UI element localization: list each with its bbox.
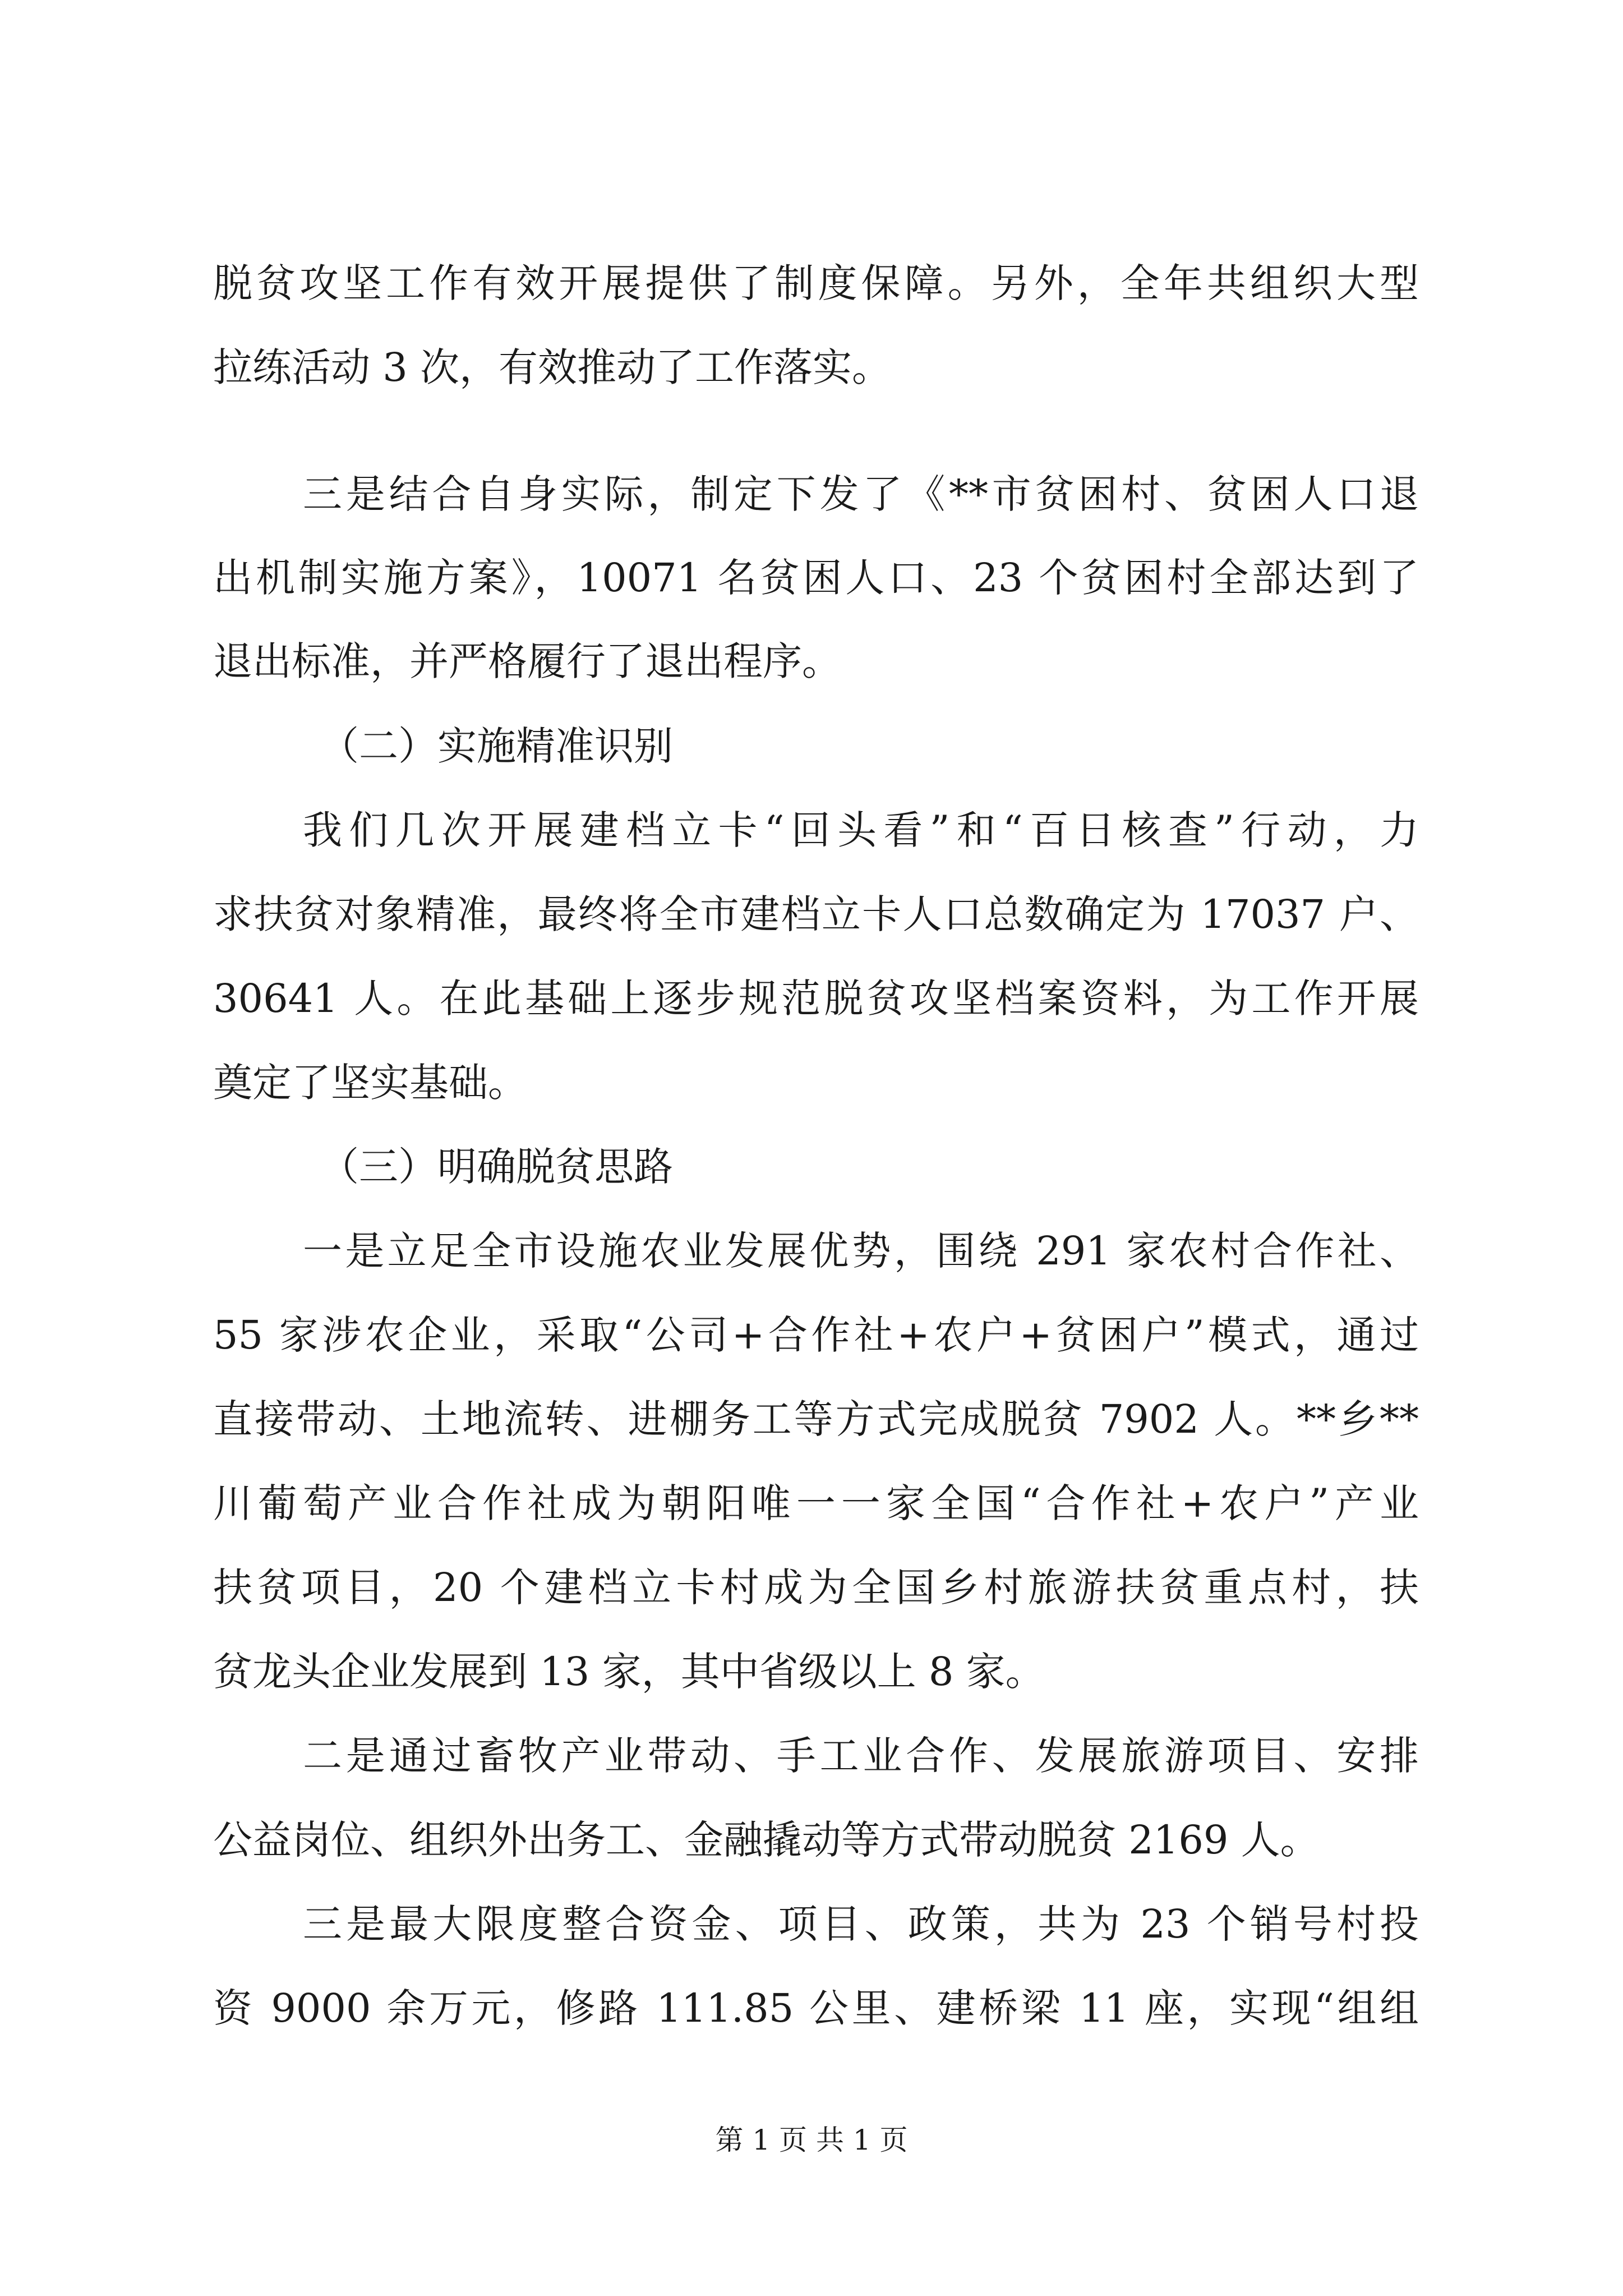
section-heading: （三）明确脱贫思路 — [320, 1144, 673, 1190]
text-line: 贫龙头企业发展到 13 家，其中省级以上 8 家。 — [213, 1649, 1045, 1695]
text-line: 资 9000 余万元，修路 111.85 公里、建桥梁 11 座，实现“组组 — [213, 1985, 1419, 2031]
text-line: 我们几次开展建档立卡“回头看”和“百日核查”行动，力 — [303, 807, 1419, 853]
text-line: 55 家涉农企业，采取“公司+合作社+农户+贫困户”模式，通过 — [213, 1312, 1419, 1358]
text-line: 二是通过畜牧产业带动、手工业合作、发展旅游项目、安排 — [303, 1733, 1419, 1779]
text-line: 拉练活动 3 次，有效推动了工作落实。 — [213, 344, 892, 390]
text-line: 出机制实施方案》，10071 名贫困人口、23 个贫困村全部达到了 — [213, 555, 1419, 601]
text-line: 扶贫项目，20 个建档立卡村成为全国乡村旅游扶贫重点村，扶 — [213, 1565, 1419, 1611]
text-line: 川葡萄产业合作社成为朝阳唯一一家全国“合作社+农户”产业 — [213, 1480, 1419, 1526]
text-line: 一是立足全市设施农业发展优势，围绕 291 家农村合作社、 — [303, 1228, 1419, 1274]
page-footer: 第 1 页 共 1 页 — [715, 2124, 908, 2156]
text-line: 30641 人。在此基础上逐步规范脱贫攻坚档案资料，为工作开展 — [213, 976, 1419, 1022]
text-line: 奠定了坚实基础。 — [213, 1060, 527, 1106]
text-line: 公益岗位、组织外出务工、金融撬动等方式带动脱贫 2169 人。 — [213, 1817, 1320, 1863]
text-line: 直接带动、土地流转、进棚务工等方式完成脱贫 7902 人。**乡** — [213, 1396, 1419, 1442]
text-line: 三是结合自身实际，制定下发了《**市贫困村、贫困人口退 — [303, 471, 1419, 517]
text-line: 求扶贫对象精准，最终将全市建档立卡人口总数确定为 17037 户、 — [213, 891, 1419, 937]
text-line: 退出标准，并严格履行了退出程序。 — [213, 638, 841, 684]
text-line: 脱贫攻坚工作有效开展提供了制度保障。另外，全年共组织大型 — [213, 260, 1419, 306]
section-heading: （二）实施精准识别 — [320, 723, 673, 769]
text-line: 三是最大限度整合资金、项目、政策，共为 23 个销号村投 — [303, 1901, 1419, 1947]
